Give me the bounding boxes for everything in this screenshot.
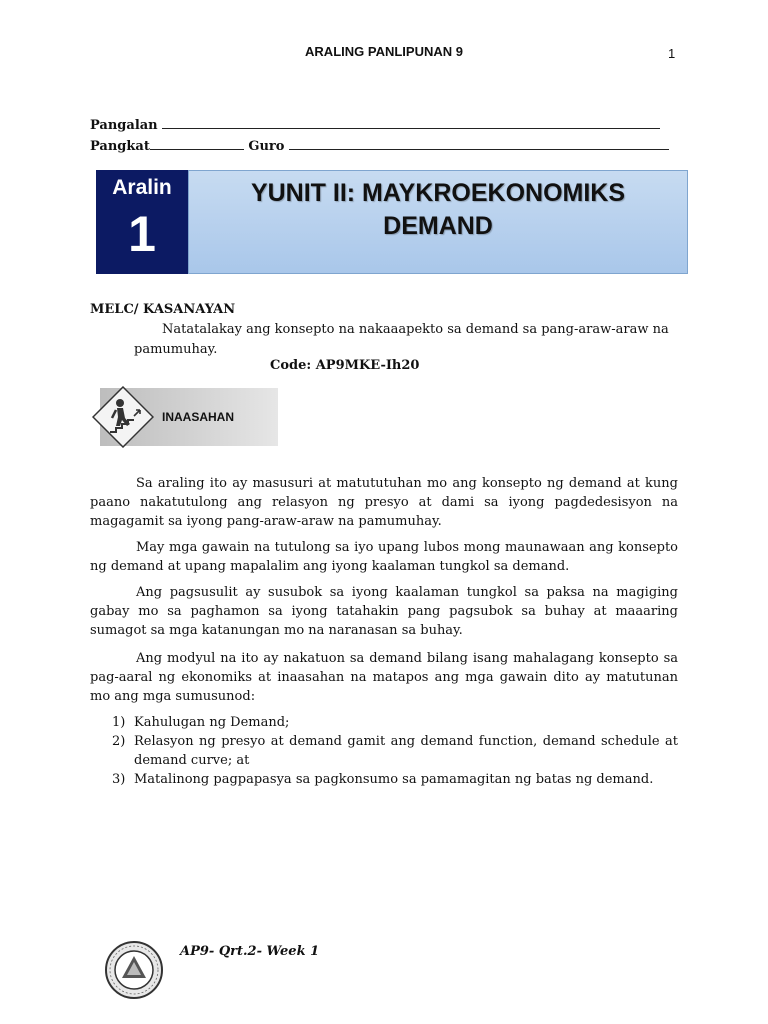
lesson-title-box	[188, 170, 688, 274]
section-line[interactable]	[150, 137, 244, 150]
melc-heading: MELC/ KASANAYAN	[90, 302, 236, 317]
paragraph-2: May mga gawain na tutulong sa iyo upang lubos mong maunawaan ang konsepto ng demand at upang mapalalim ang iyong kaalaman tungkol sa demand.	[90, 540, 678, 574]
lesson-title-line1: YUNIT II: MAYKROEKONOMIKS	[250, 179, 626, 207]
page-number: 1	[668, 46, 676, 61]
school-division-seal-icon	[104, 940, 164, 1000]
paragraph-1: Sa araling ito ay masusuri at matututuhan mo ang konsepto ng demand at kung paano nakatutulong ang relasyon ng presyo at dami sa iyong pagdedesisyon na magagamit sa iyong pang-araw-araw na pamumuhay.	[90, 476, 678, 529]
footer-text: AP9- Qrt.2- Week 1	[180, 944, 320, 959]
paragraph-3: Ang pagsusulit ay susubok sa iyong kaalaman tungkol sa paksa na magiging gabay mo sa paghamon sa iyong tatahakin pang pagsubok sa buhay at maaaring sumagot sa mga katanungan mo na naranasan sa buhay.	[90, 585, 678, 638]
list-item-text: Kahulugan ng Demand;	[134, 715, 290, 730]
teacher-line[interactable]	[289, 137, 669, 150]
list-item-number: 2)	[112, 734, 126, 749]
list-item	[90, 732, 678, 770]
section-field-row	[90, 137, 669, 154]
header-title: ARALING PANLIPUNAN 9	[305, 44, 463, 59]
name-label: Pangalan	[90, 118, 158, 133]
section-label: Pangkat	[90, 139, 150, 154]
aralin-badge	[96, 170, 188, 274]
list-item-number: 3)	[112, 772, 126, 787]
objectives-list	[90, 713, 678, 789]
name-field-row	[90, 116, 660, 133]
name-line[interactable]	[162, 116, 660, 129]
list-item	[90, 713, 678, 732]
melc-code: Code: AP9MKE-Ih20	[270, 358, 420, 373]
list-item-number: 1)	[112, 715, 126, 730]
melc-text: Natatalakay ang konsepto na nakaaapekto sa demand sa pang-araw-araw na pamumuhay.	[134, 322, 669, 357]
teacher-label: Guro	[248, 139, 285, 154]
person-climbing-stairs-icon	[92, 386, 154, 448]
aralin-label: Aralin	[112, 176, 172, 199]
list-item-text: Relasyon ng presyo at demand gamit ang demand function, demand schedule at demand curve; at	[134, 734, 678, 768]
aralin-number: 1	[128, 206, 156, 262]
list-item	[90, 770, 678, 789]
paragraph-4: Ang modyul na ito ay nakatuon sa demand bilang isang mahalagang konsepto sa pag-aaral ng ekonomiks at inaasahan na matapos ang mga gawain dito ay matutunan mo ang mga sumusunod:	[90, 651, 678, 704]
banner-label: INAASAHAN	[162, 410, 234, 424]
list-item-text: Matalinong pagpapasya sa pagkonsumo sa pamamagitan ng batas ng demand.	[134, 772, 654, 787]
lesson-title-line2: DEMAND	[383, 212, 493, 240]
